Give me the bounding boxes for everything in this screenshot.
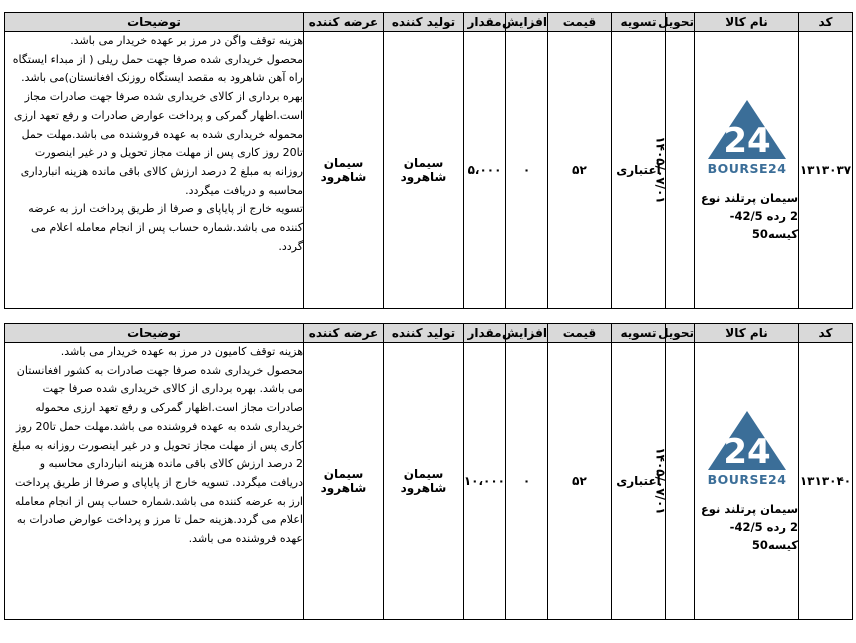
- svg-text:24: 24: [722, 121, 771, 161]
- quantity: ۵،۰۰۰: [464, 32, 506, 309]
- settlement: اعتباری: [612, 32, 666, 309]
- header-quantity: مقدار: [464, 13, 506, 32]
- product-cell: [695, 32, 799, 309]
- delivery-date-cell: [653, 343, 695, 620]
- table-row: [5, 32, 853, 309]
- offer-code: ۱۳۱۳۰۳۷: [799, 32, 853, 309]
- product-name: سیمان پرتلند نوع 2 رده 42/5-کیسه50: [700, 191, 798, 241]
- header-producer: تولید کننده: [384, 13, 464, 32]
- quantity: ۱۰،۰۰۰: [464, 343, 506, 620]
- description: هزینه توقف واگن در مرز بر عهده خریدار می باشد. محصول خریداری شده صرفا جهت حمل ریلی ( از مبداء ایستگاه راه آهن شاهرود به مقصد ایستگاه روزنک افغانستان)می باشد. بهره برداری از کالای خریداری شده صرفا جهت صادرات مجاز است.اظهار گمرکی و پرداخت عوارض صادرات و رفع تعهد ارزی محموله خریداری شده به عهده فروشنده می باشد.مهلت حمل تا20 روز کاری پس از مهلت مجاز تحویل و در غیر اینصورت روزانه به مبلغ 2 درصد ارزش کالای باقی مانده هزینه انبارداری محاسبه و دریافت میگردد. تسویه خارج از پایاپای و صرفا از طریق پرداخت ارز به عرضه کننده می باشد.شماره حساب پس از انجام معامله اعلام می گردد.: [5, 32, 304, 309]
- increase: ۰: [506, 343, 548, 620]
- header-price: قیمت: [548, 13, 612, 32]
- header-code: کد: [799, 324, 853, 343]
- header-quantity: مقدار: [464, 324, 506, 343]
- delivery-date: ۱۴۰۵/۰۷/۰۱: [653, 447, 668, 515]
- header-row: [5, 13, 853, 32]
- description: هزینه توقف کامیون در مرز به عهده خریدار می باشد. محصول خریداری شده صرفا جهت صادرات به کشور افغانستان می باشد. بهره برداری از کالای خریداری شده صرفا جهت صادرات مجاز است.اظهار گمرکی و رفع تعهد ارزی محموله خریداری شده به عهده فروشنده می باشد.مهلت حمل تا20 روز کاری پس از مهلت مجاز تحویل و در غیر اینصورت روزانه به مبلغ 2 درصد ارزش کالای باقی مانده هزینه انبارداری محاسبه و دریافت میگردد. تسویه خارج از پایاپای و صرفا از طریق پرداخت ارز به عرضه کننده می باشد.شماره حساب پس از انجام معامله اعلام می گردد.هزینه حمل تا مرز و پرداخت عوارض صادرات به عهده فروشنده می باشد.: [5, 343, 304, 620]
- header-delivery: تحویل: [666, 13, 695, 32]
- header-desc: توضیحات: [5, 324, 304, 343]
- header-code: کد: [799, 13, 853, 32]
- header-name: نام کالا: [695, 324, 799, 343]
- increase: ۰: [506, 32, 548, 309]
- offer-table-1: [4, 12, 853, 309]
- offer-table-2: [4, 323, 853, 620]
- product-cell: [695, 343, 799, 620]
- settlement: اعتباری: [612, 343, 666, 620]
- svg-text:24: 24: [722, 432, 771, 472]
- price: ۵۲: [548, 32, 612, 309]
- supplier: سیمان شاهرود: [304, 32, 384, 309]
- price: ۵۲: [548, 343, 612, 620]
- delivery-date-cell: [653, 32, 695, 309]
- bourse24-logo-icon: [700, 97, 794, 175]
- svg-text:BOURSE24: BOURSE24: [707, 161, 786, 176]
- delivery-date: ۱۴۰۵/۰۷/۰۱: [653, 136, 668, 204]
- header-row: [5, 324, 853, 343]
- header-settlement: تسویه: [612, 13, 666, 32]
- producer: سیمان شاهرود: [384, 343, 464, 620]
- header-settlement: تسویه: [612, 324, 666, 343]
- header-increase: افزایش: [506, 13, 548, 32]
- producer: سیمان شاهرود: [384, 32, 464, 309]
- header-increase: افزایش: [506, 324, 548, 343]
- header-delivery: تحویل: [666, 324, 695, 343]
- header-supplier: عرضه کننده: [304, 324, 384, 343]
- header-name: نام کالا: [695, 13, 799, 32]
- supplier: سیمان شاهرود: [304, 343, 384, 620]
- offer-code: ۱۳۱۳۰۴۰: [799, 343, 853, 620]
- header-price: قیمت: [548, 324, 612, 343]
- product-name: سیمان پرتلند نوع 2 رده 42/5-کیسه50: [700, 502, 798, 552]
- table-row: [5, 343, 853, 620]
- bourse24-logo-icon: [700, 408, 794, 486]
- header-desc: توضیحات: [5, 13, 304, 32]
- svg-text:BOURSE24: BOURSE24: [707, 472, 786, 487]
- header-producer: تولید کننده: [384, 324, 464, 343]
- header-supplier: عرضه کننده: [304, 13, 384, 32]
